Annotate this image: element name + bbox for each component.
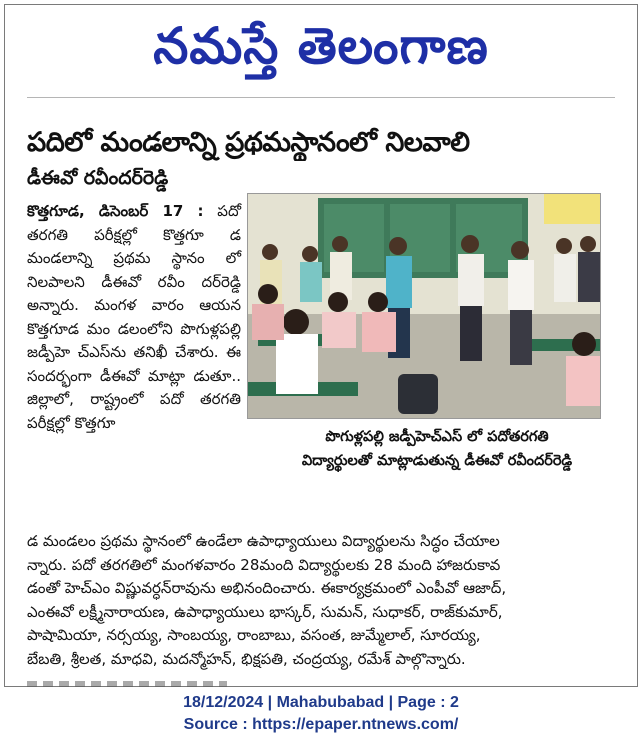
body-line: పదో తరగతి పరీక్షల్లో కొత్తగూ — [27, 390, 241, 432]
body-line: డుతూ.. జిల్లాలో, రాష్ట్రంలో — [27, 366, 241, 408]
article-dateline: కొత్తగూడ, డిసెంబర్ 17 : — [27, 202, 204, 220]
clipping-cut-edge — [27, 681, 227, 687]
body-line: ఎంఈవో లక్ష్మీనారాయణ, ఉపాధ్యాయులు భాస్కర్, సుమన్, సుధాకర్, రాజ్‌కుమార్, — [27, 602, 503, 621]
caption-line: పొగుళ్లపల్లి జడ్పీహెచ్‌ఎస్ లో పదోతరగతి — [325, 429, 549, 445]
body-line: పదో తరగతి పరీక్షల్లో కొత్తగూ — [27, 202, 241, 244]
article-subhead: డీఈవో రవీందర్‌రెడ్డి — [27, 167, 169, 189]
newspaper-masthead: నమస్తే తెలంగాణ — [153, 16, 489, 75]
photo-caption — [247, 425, 627, 473]
body-line: డ మండలాన్ని ప్రథమ స్థానం — [27, 225, 241, 267]
article-headline: పదిలో మండలాన్ని ప్రథమస్థానంలో నిలవాలి — [27, 127, 470, 158]
classroom-photo-illustration — [248, 194, 601, 419]
source-url: Source : https://epaper.ntnews.com/ — [183, 716, 459, 733]
body-line: చ్‌ఎస్‌ను తనిఖీ చేశారు. ఈ — [77, 343, 241, 361]
source-footer — [0, 692, 642, 736]
body-line: డ మండలం ప్రథమ స్థానంలో ఉండేలా ఉపాధ్యాయులు విద్యార్థులను సిద్ధం చేయాల — [27, 532, 500, 550]
body-line: వారం ఆయన కొత్తగూడ మం — [27, 296, 242, 338]
edition-info: 18/12/2024 | Mahabubabad | Page : 2 — [183, 694, 459, 711]
article-body-column — [27, 200, 241, 435]
clipping-frame — [4, 4, 638, 687]
body-line: దర్‌రెడ్డి అన్నారు. మంగళ — [27, 272, 241, 314]
body-line: లో నిలపాలని డీఈవో రవీం — [27, 249, 241, 291]
masthead-divider — [27, 97, 615, 98]
body-line: డంతో హెచ్‌ఎం విష్ణువర్ధన్‌రావును అభినందించారు. ఈకార్యక్రమంలో ఎంపీవో ఆజాద్, — [27, 579, 507, 597]
caption-line: విద్యార్థులతో మాట్లాడుతున్న డీఈవో రవీందర్‌రెడ్డి — [301, 453, 573, 469]
body-line: పాషామియా, నర్సయ్య, సాంబయ్య, రాంబాబు, వసంత, జుమ్మేలాల్, సూరయ్య, — [27, 626, 481, 644]
body-line: బేబతి, శ్రీలత, మాధవి, మదన్మోహన్, భిక్షపతి, చంద్రయ్య, రమేశ్ పాల్గొన్నారు. — [27, 649, 466, 668]
body-line: డలంలోని పొగుళ్లపల్లి జడ్పీహె — [27, 319, 241, 361]
article-body-continued — [27, 530, 627, 671]
article-photo — [247, 193, 601, 419]
body-line: సందర్భంగా డీఈవో మాట్లా — [27, 366, 186, 385]
body-line: న్నారు. పదో తరగతిలో మంగళవారం 28మంది విద్యార్థులకు 28 మంది హాజరుకావ — [27, 555, 501, 574]
